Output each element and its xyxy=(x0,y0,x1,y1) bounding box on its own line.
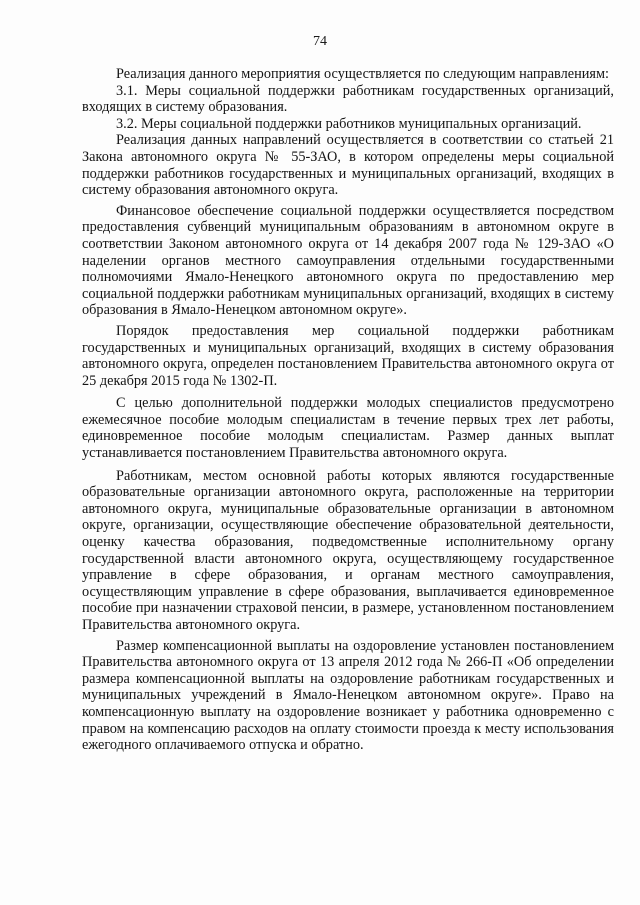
paragraph-intro: Реализация данного мероприятия осуществляется по следующим направлениям: xyxy=(116,66,609,82)
paragraph-young-specialists: С целью дополнительной поддержки молодых специалистов предусмотрено ежемесячное пособие молодым специалистам в течение первых трех лет работы, единовременное пособие молодым специалистам. Размер данных выплат устанавливается постановлением Правительства автономного округа. xyxy=(82,395,614,462)
paragraph-procedure: Порядок предоставления мер социальной поддержки работникам государственных и муниципальных организаций, входящих в систему образования автономного округа, определен постановлением Правительства автономного округа от 25 декабря 2015 года № 1302-П. xyxy=(82,322,614,389)
paragraph-health-compensation: Размер компенсационной выплаты на оздоровление установлен постановлением Правительства автономного округа от 13 апреля 2012 года № 266-П «Об определении размера компенсационной выплаты на оздоровление работникам государственных и муниципальных учреждений в Ямало-Ненецком автономном округе». Право на компенсационную выплату на оздоровление возникает у работника одновременно с правом на компенсацию расходов на оплату стоимости проезда к месту использования ежегодного оплачиваемого отпуска и обратно. xyxy=(82,637,614,754)
paragraph-financing: Финансовое обеспечение социальной поддержки осуществляется посредством предоставления субвенций муниципальным образованиям в автономном округе в соответствии Законом автономного округа от 14 декабря 2007 года № 129-ЗАО «О наделении органов местного самоуправления отдельными государственными полномочиями Ямало-Ненецкого автономного округа по предоставлению мер социальной поддержки работникам муниципальных организаций, входящих в систему образования в Ямало-Ненецком автономном округе». xyxy=(82,202,614,319)
paragraph-item-3-1: 3.1. Меры социальной поддержки работникам государственных организаций, входящих в систему образования. xyxy=(82,82,614,116)
paragraph-item-3-2: 3.2. Меры социальной поддержки работников муниципальных организаций. xyxy=(116,115,582,132)
page-number: 74 xyxy=(313,34,327,49)
document-body xyxy=(82,66,614,754)
paragraph-pension-allowance: Работникам, местом основной работы которых являются государственные образовательные организации автономного округа, расположенные на территории автономного округа, муниципальные образовательные организации в автономном округе, организации, осуществляющие обеспечение образовательной деятельности, оценку качества образования, подведомственные исполнительному органу государственной власти автономного округа, осуществляющему государственное управление в сфере образования, и органам местного самоуправления, осуществляющим управление в сфере образования, выплачивается единовременное пособие при назначении страховой пенсии, в размере, установленном постановлением Правительства автономного округа. xyxy=(82,467,614,633)
paragraph-implementation: Реализация данных направлений осуществляется в соответствии со статьей 21 Закона автономного округа № 55-ЗАО, в котором определены меры социальной поддержки работников государственных и муниципальных организаций, входящих в систему образования автономного округа. xyxy=(82,132,614,199)
